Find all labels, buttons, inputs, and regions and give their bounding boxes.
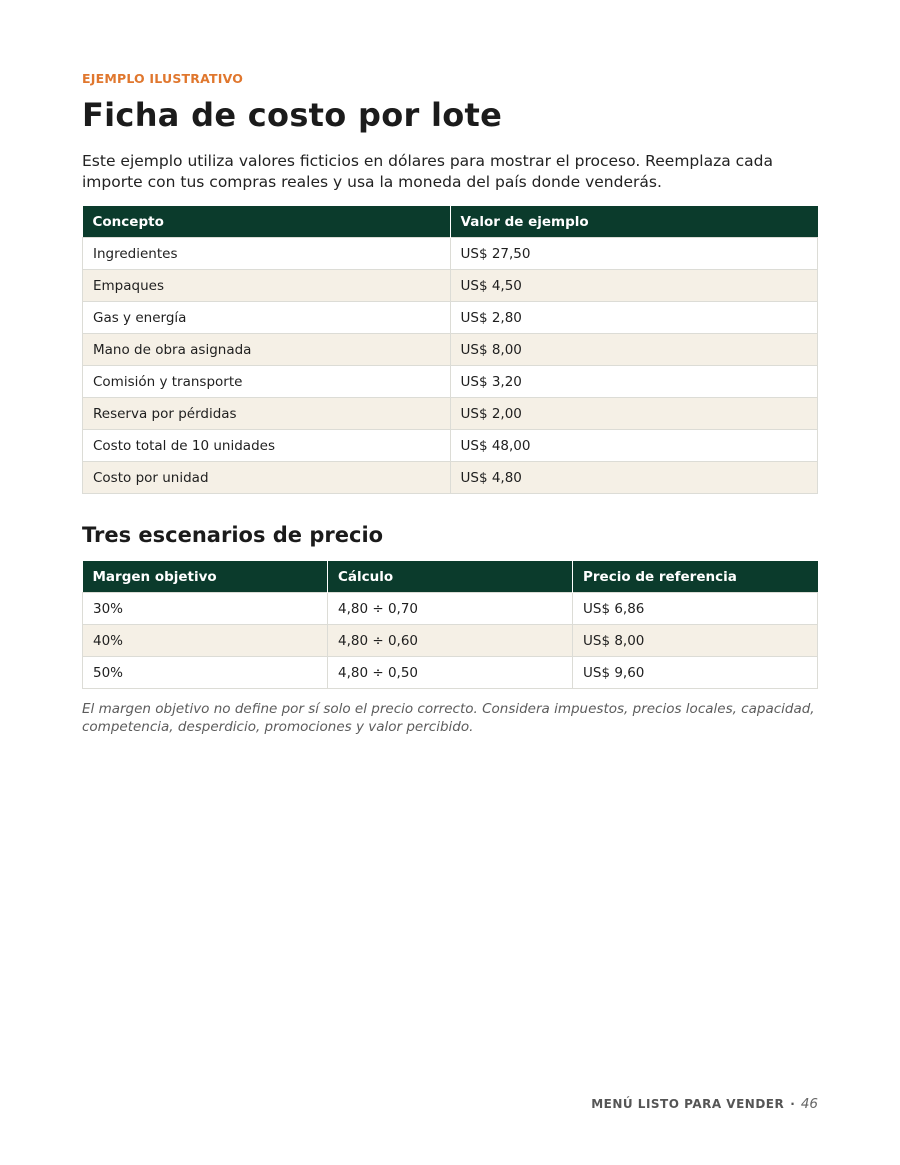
column-header-precio: Precio de referencia bbox=[573, 561, 818, 593]
table-row bbox=[83, 238, 818, 270]
table-row bbox=[83, 366, 818, 398]
table-cell: Comisión y transporte bbox=[83, 366, 451, 398]
table-row bbox=[83, 462, 818, 494]
column-header-valor: Valor de ejemplo bbox=[450, 206, 818, 238]
table-cell: 30% bbox=[83, 593, 328, 625]
table-cell: Ingredientes bbox=[83, 238, 451, 270]
column-header-concepto: Concepto bbox=[83, 206, 451, 238]
footnote: El margen objetivo no define por sí solo el precio correcto. Considera impuestos, precios locales, capacidad, competencia, desperdicio, promociones y valor percibido. bbox=[82, 701, 815, 735]
table-cell: US$ 27,50 bbox=[450, 238, 818, 270]
table-cell: Reserva por pérdidas bbox=[83, 398, 451, 430]
page-footer bbox=[591, 1096, 818, 1112]
table-cell: 4,80 ÷ 0,60 bbox=[328, 625, 573, 657]
page-title: Ficha de costo por lote bbox=[82, 96, 503, 134]
table-cell: US$ 48,00 bbox=[450, 430, 818, 462]
table-cell: Gas y energía bbox=[83, 302, 451, 334]
table-row bbox=[83, 625, 818, 657]
eyebrow-label: EJEMPLO ILUSTRATIVO bbox=[82, 71, 244, 86]
table-row bbox=[83, 430, 818, 462]
table-row bbox=[83, 302, 818, 334]
section-heading: Tres escenarios de precio bbox=[82, 523, 384, 547]
table-cell: 4,80 ÷ 0,70 bbox=[328, 593, 573, 625]
table-cell: Empaques bbox=[83, 270, 451, 302]
table-row bbox=[83, 657, 818, 689]
table-row bbox=[83, 593, 818, 625]
table-cell: 4,80 ÷ 0,50 bbox=[328, 657, 573, 689]
table-row bbox=[83, 270, 818, 302]
cost-table bbox=[82, 206, 818, 494]
table-cell: US$ 8,00 bbox=[450, 334, 818, 366]
table-cell: Costo por unidad bbox=[83, 462, 451, 494]
table-header-row bbox=[83, 206, 818, 238]
table-cell: US$ 2,80 bbox=[450, 302, 818, 334]
footer-separator: · bbox=[790, 1097, 795, 1111]
table-cell: US$ 3,20 bbox=[450, 366, 818, 398]
table-cell: US$ 8,00 bbox=[573, 625, 818, 657]
footer-brand: MENÚ LISTO PARA VENDER bbox=[591, 1097, 785, 1111]
table-cell: Costo total de 10 unidades bbox=[83, 430, 451, 462]
column-header-calculo: Cálculo bbox=[328, 561, 573, 593]
table-cell: US$ 4,80 bbox=[450, 462, 818, 494]
table-row bbox=[83, 398, 818, 430]
intro-paragraph: Este ejemplo utiliza valores ficticios en dólares para mostrar el proceso. Reemplaza cada importe con tus compras reales y usa la moneda del país donde venderás. bbox=[82, 152, 773, 191]
table-cell: 50% bbox=[83, 657, 328, 689]
table-cell: US$ 2,00 bbox=[450, 398, 818, 430]
table-header-row bbox=[83, 561, 818, 593]
scenarios-table bbox=[82, 561, 818, 689]
table-row bbox=[83, 334, 818, 366]
table-cell: Mano de obra asignada bbox=[83, 334, 451, 366]
page-number: 46 bbox=[800, 1096, 818, 1112]
table-cell: US$ 9,60 bbox=[573, 657, 818, 689]
table-cell: 40% bbox=[83, 625, 328, 657]
table-cell: US$ 6,86 bbox=[573, 593, 818, 625]
column-header-margen: Margen objetivo bbox=[83, 561, 328, 593]
table-cell: US$ 4,50 bbox=[450, 270, 818, 302]
